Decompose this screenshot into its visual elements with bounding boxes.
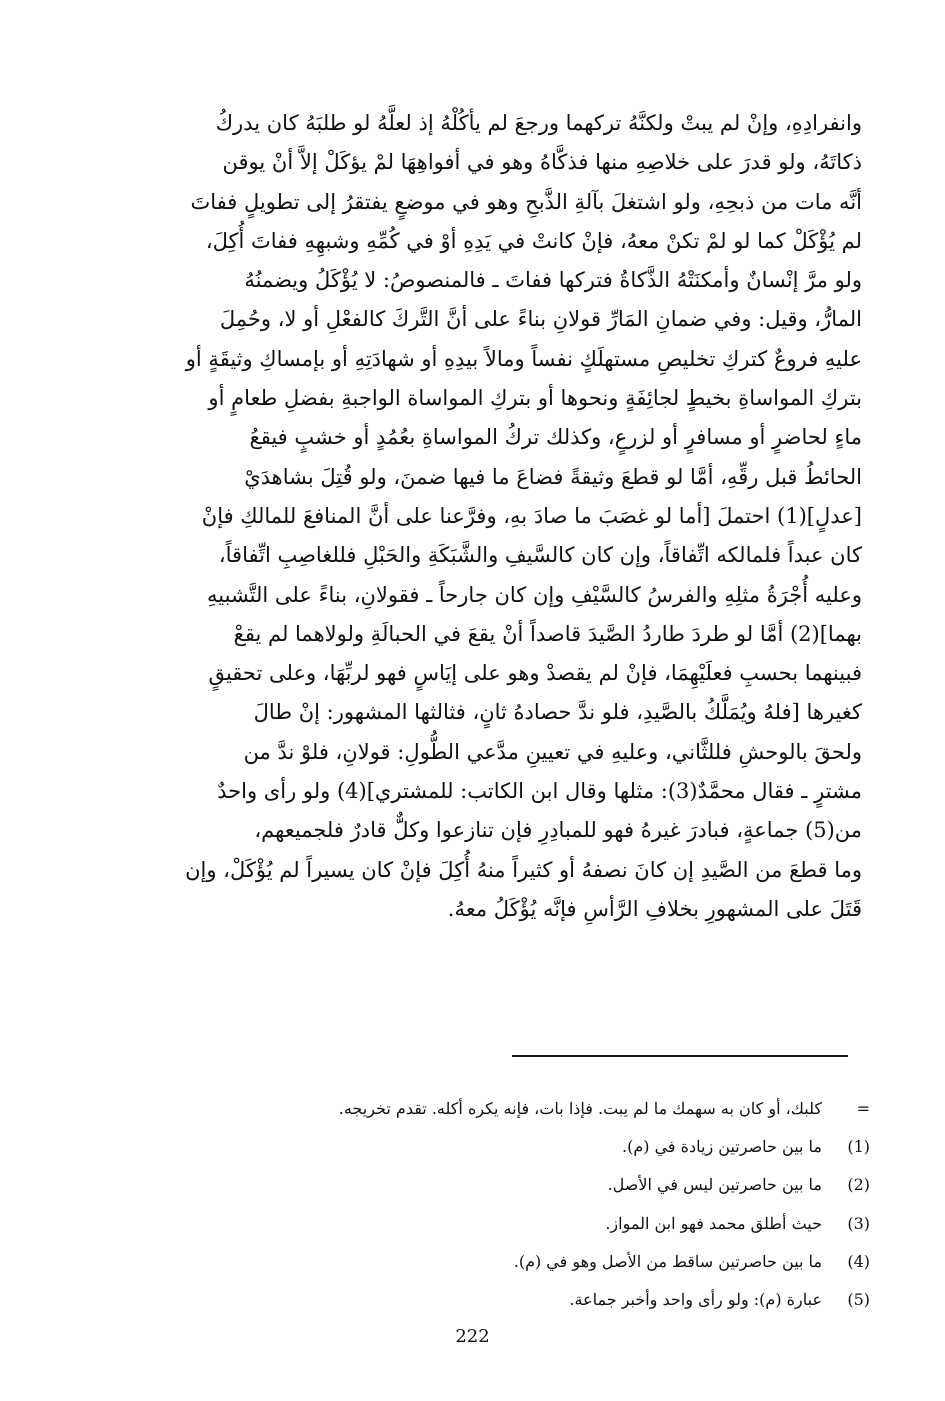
body-line: وما قطعَ من الصَّيدِ إن كانَ نصفهُ أو كثيراً منهُ أُكِلَ فإنْ كان يسيراً لم يُؤْكَلْ، وإن (185, 857, 862, 882)
footnote-text: عبارة (م): ولو رأى واحد وأخبر جماعة. (569, 1290, 822, 1310)
body-line: لم يُؤْكَلْ كما لو لمْ تكنْ معهُ، فإنْ كانتْ في يَدِهِ أوْ في كُمِّهِ وشبهِهِ ففاتَ أُكِلَ، (205, 228, 862, 253)
footnote-mark: = (856, 1099, 870, 1118)
body-line: المارُّ، وقيل: وفي ضمانِ المَارِّ قولانِ بناءً على أنَّ التَّركَ كالفعْلِ أو لا، وحُمِلَ (219, 307, 862, 332)
footnotes (120, 1090, 870, 1319)
footnote-item (120, 1090, 870, 1128)
body-line: وعليه أُجْرَةُ مثلِهِ والفرسُ كالسَّيْفِ وإن كان جارحاً ـ فقولانِ، بناءً على التَّشبيهِ (207, 582, 862, 607)
body-line: ماءٍ لحاضرٍ أو مسافرٍ أو لزرعٍ، وكذلك تركُ المواساةِ بعُمُدٍ أو خشبٍ فيقعُ (249, 425, 862, 450)
body-line: كان عبداً فلمالكه اتِّفاقاً، وإن كان كالسَّيفِ والشَّبَكَةِ والحَبْلِ فللغاصِبِ اتِّفاقاً، (218, 543, 862, 568)
body-line: بهما](2) أمَّا لو طردَ طاردُ الصَّيدَ قاصداً أنْ يقعَ في الحبالَةِ ولولاهما لم يقعْ (233, 621, 862, 646)
body-line: وانفرادِهِ، وإنْ لم يبتْ ولكنَّهُ تركهما ورجعَ لم يأكُلْهُ إذ لعلَّهُ لو طلبَهُ كان يدركُ (215, 111, 862, 135)
footnote-item (120, 1243, 870, 1281)
main-body-text (92, 104, 862, 929)
footnote-mark: (3) (847, 1213, 870, 1233)
footnote-item (120, 1128, 870, 1166)
page-number: 222 (455, 1326, 490, 1347)
body-line: كغيرها [فلهُ ويُمَلَّكُ بالصَّيدِ، فلو ندَّ حصادهُ ثانٍ، فثالثها المشهور: إنْ طالَ (253, 700, 862, 725)
footnote-item (120, 1205, 870, 1243)
body-line: أنَّه مات من ذبحِهِ، ولو اشتغلَ بآلةِ الذَّبحِ وهو في موضعٍ يفتقرُ إلى تطويلٍ ففاتَ (190, 189, 862, 214)
body-line: ذكاتَهُ، ولو قدرَ على خلاصِهِ منها فذكَّاهُ وهو في أفواهِهَا لمْ يؤكَلْ إلاَّ أنْ يوقن (222, 150, 862, 175)
body-line: قَتَلَ على المشهورِ بخلافِ الرَّأسِ فإنَّه يُؤْكَلُ معهُ. (447, 896, 862, 921)
footnote-text: حيث أطلق محمد فهو ابن المواز. (605, 1213, 822, 1233)
footnote-mark: (2) (847, 1175, 870, 1195)
body-line: مشترٍ ـ فقال محمَّدٌ(3): مثلها وقال ابن الكاتب: للمشتري](4) ولو رأى واحدٌ (217, 779, 862, 804)
footnote-mark: (5) (847, 1290, 870, 1310)
footnote-item (120, 1166, 870, 1204)
body-line: بتركِ المواساةِ بخيطٍ لجائِفَةٍ ونحوها أو بتركِ المواساة الواجبةِ بفضلِ طعامٍ أو (208, 386, 862, 411)
footnote-text: كلبك، أو كان به سهمك ما لم يبت. فإذا بات، فإنه يكره أكله. تقدم تخريجه. (338, 1099, 822, 1118)
footnote-text: ما بين حاصرتين ليس في الأصل. (607, 1175, 822, 1195)
body-line: الحائطُ قبل رقِّهِ، أمَّا لو قطعَ وثيقةً فضاعَ ما فيها ضمنَ، ولو قُتِلَ بشاهدَيْ (244, 464, 862, 489)
body-line: من(5) جماعةٍ، فبادرَ غيرهُ فهو للمبادِرِ فإن تنازعوا وكلٌّ قادرٌ فلجميعهم، (254, 818, 862, 843)
body-line: [عدلٍ](1) احتملَ [أما لو غصَبَ ما صادَ بهِ، وفرَّعنا على أنَّ المنافعَ للمالكِ فإنْ (201, 503, 862, 528)
footnote-text: ما بين حاصرتين ساقط من الأصل وهو في (م). (513, 1251, 822, 1271)
footnote-mark: (1) (847, 1137, 870, 1157)
footnote-text: ما بين حاصرتين زيادة في (م). (622, 1137, 822, 1157)
body-line: ولو مرَّ إنْسانٌ وأمكنَتْهُ الذَّكاةُ فتركها ففاتَ ـ فالمنصوصُ: لا يُؤْكَلُ ويضمنُهُ (244, 268, 862, 293)
footnote-mark: (4) (847, 1251, 870, 1271)
footnote-divider (512, 1055, 848, 1057)
body-line: فبينهما بحسبِ فعلَيْهِمَا، فإنْ لم يقصدْ وهو على إيَاسٍ فهو لربِّهَا، وعلى تحقيقٍ (208, 661, 862, 686)
body-line: ولحقَ بالوحشِ فللثَّاني، وعليهِ في تعيينِ مدَّعي الطُّولِ: قولانِ، فلوْ ندَّ من (243, 739, 862, 764)
body-line: عليهِ فروعٌ كتركِ تخليصِ مستهلَكٍ نفساً ومالاً بيدِهِ أو شهادَتِهِ أو بإمساكِ وثيقَةٍ أو (185, 346, 862, 371)
footnote-item (120, 1281, 870, 1319)
